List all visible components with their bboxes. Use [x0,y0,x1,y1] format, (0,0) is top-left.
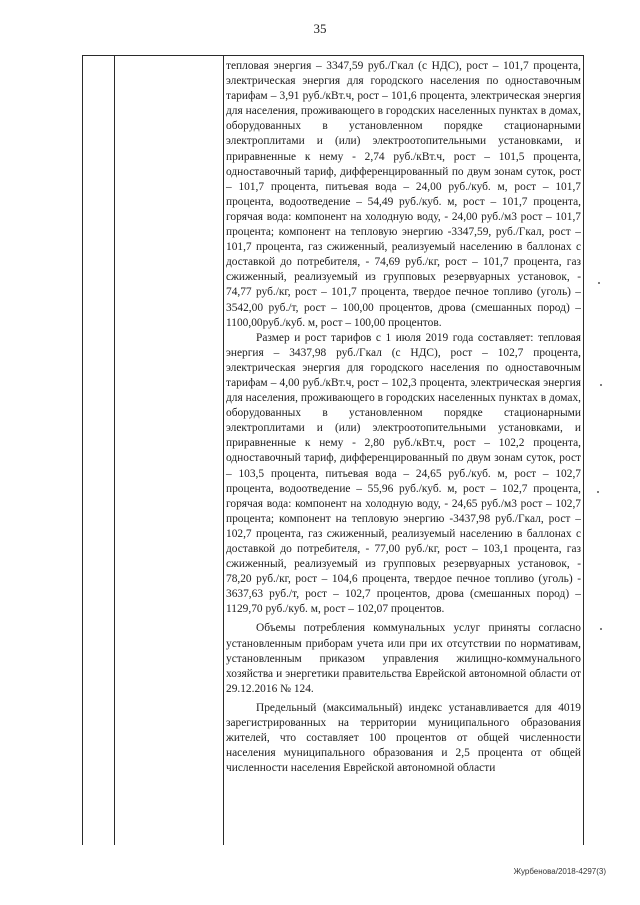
table-cell-text [226,59,581,776]
table-column-border-4 [583,55,584,845]
scan-speck [600,384,602,386]
paragraph-tariffs-2019-jul: Размер и рост тарифов с 1 июля 2019 года составляет: тепловая энергия – 3437,98 руб./Гкал (с НДС), рост – 102,7 процента, электрическая энергия для городского населения по одноставочным тарифам – 4,00 руб./кВт.ч, рост – 102,3 процента, электрическая энергия для населения, проживающего в городских населенных пунктах в домах, оборудованных в установленном порядке стационарными электроплитами и (или) электроотопительными установками, и приравненные к нему - 2,80 руб./кВт.ч, рост – 102,2 процента, одноставочный тариф, дифференцированный по двум зонам суток, рост – 103,5 процента, питьевая вода – 24,65 руб./куб. м, рост – 102,7 процента, водоотведение – 55,96 руб./куб. м, рост – 102,7 процента, горячая вода: компонент на холодную воду, - 24,65 руб./м3 рост – 102,7 процента; компонент на тепловую энергию -3437,98 руб./Гкал, рост – 102,7 процента, газ сжиженный, реализуемый населению в баллонах с доставкой до потребителя, - 77,00 руб./кг, рост – 103,1 процента, газ сжиженный, реализуемый из групповых резервуарных установок, - 78,20 руб./кг, рост – 104,6 процента, твердое печное топливо (уголь) - 3637,63 руб./т, рост – 102,7 процентов, дрова (смешанных пород) – 1129,70 руб./куб. м, рост – 102,07 процентов. [226,331,581,616]
document-footer-reference: Журбенова/2018-4297(3) [513,867,606,876]
paragraph-consumption-volumes: Объемы потребления коммунальных услуг приняты согласно установленным приборам учета или при их отсутствии по нормативам, установленным приказом управления жилищно-коммунального хозяйства и энергетики правительства Еврейской автономной области от 29.12.2016 № 124. [226,622,581,695]
page-number: 35 [313,21,327,36]
table-column-border-1 [82,55,83,845]
scan-speck [597,491,599,493]
table-top-border [82,55,584,56]
scan-speck [600,628,602,630]
paragraph-max-index: Предельный (максимальный) индекс устанавливается для 4019 зарегистрированных на территории муниципального образования жителей, что составляет 100 процентов от общей численности населения муниципального образования и 2,5 процента от общей численности населения Еврейской автономной области [226,701,581,775]
scan-speck [598,282,600,284]
table-column-border-2 [114,55,115,845]
table-column-border-3 [223,55,224,845]
paragraph-tariffs-2019-jan: тепловая энергия – 3347,59 руб./Гкал (с НДС), рост – 101,7 процента, электрическая энергия для городского населения по одноставочным тарифам – 3,91 руб./кВт.ч, рост – 101,6 процента, электрическая энергия для населения, проживающего в городских населенных пунктах в домах, оборудованных в установленном порядке стационарными электроплитами и (или) электроотопительными установками, и приравненные к нему - 2,74 руб./кВт.ч, рост – 101,5 процента, одноставочный тариф, дифференцированный по двум зонам суток, рост – 101,7 процента, питьевая вода – 24,00 руб./куб. м, рост – 101,7 процента, водоотведение – 54,49 руб./куб. м, рост – 101,7 процента, горячая вода: компонент на холодную воду, - 24,00 руб./м3 рост – 101,7 процента; компонент на тепловую энергию -3347,59, руб./Гкал, рост – 101,7 процента, газ сжиженный, реализуемый населению в баллонах с доставкой до потребителя, - 74,69 руб./кг, рост – 101,7 процента, газ сжиженный, реализуемый из групповых резервуарных установок, - 74,77 руб./кг, рост – 101,7 процента, твердое печное топливо (уголь) – 3542,00 руб./т, рост – 100,00 процентов, дрова (смешанных пород) – 1100,00руб./куб. м, рост – 100,00 процентов. [226,60,581,329]
